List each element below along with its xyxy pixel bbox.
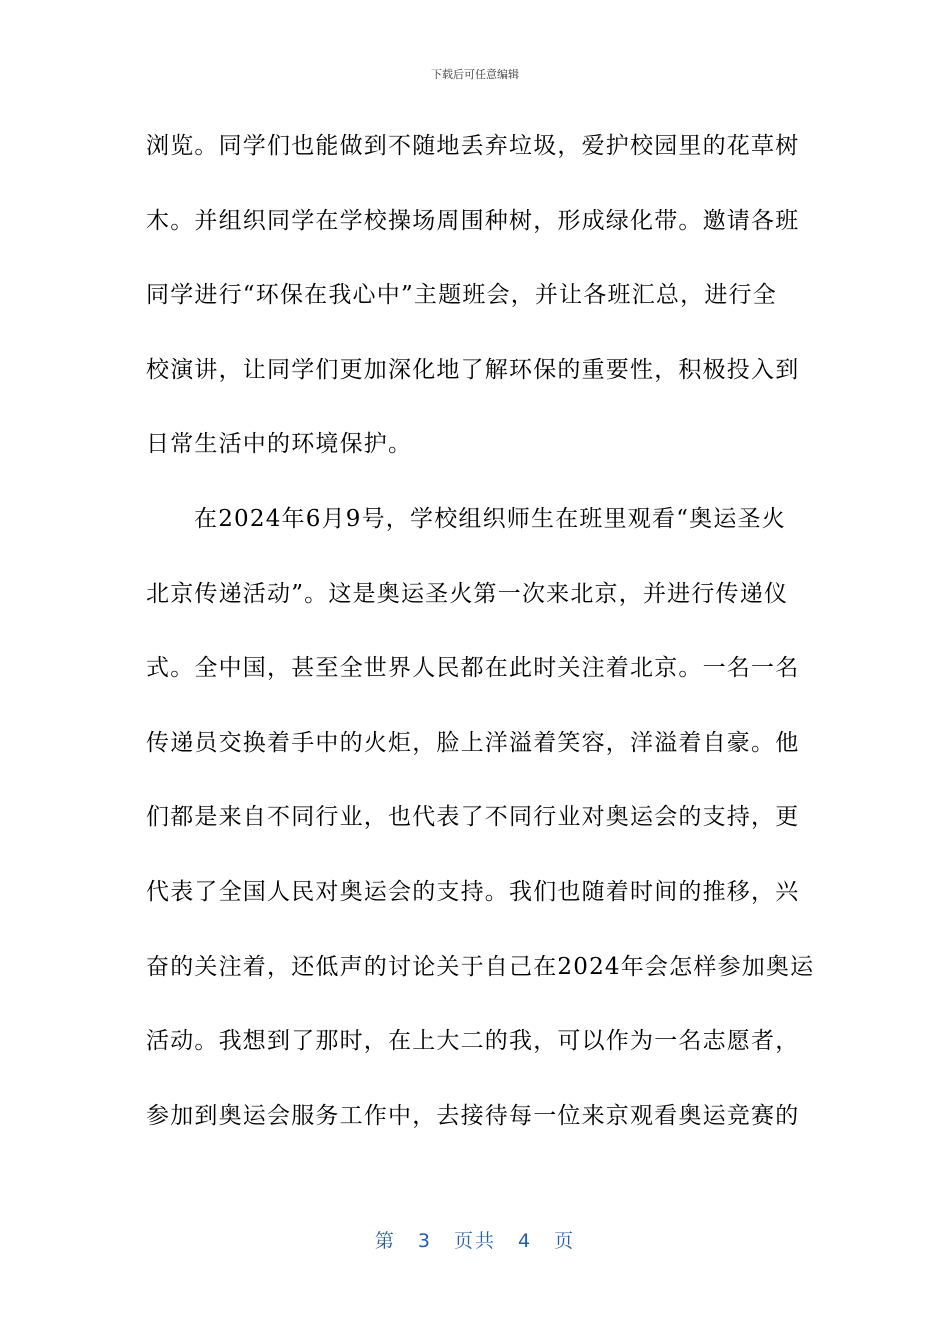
document-body	[146, 123, 815, 1167]
text-line: 校演讲，让同学们更加深化地了解环保的重要性，积极投入到	[146, 356, 800, 383]
text-line: 活动。我想到了那时，在上大二的我，可以作为一名志愿者，	[146, 1028, 800, 1055]
header-note: 下载后可任意编辑	[431, 68, 519, 81]
text-line: 代表了全国人民对奥运会的支持。我们也随着时间的推移，兴	[146, 878, 800, 905]
footer-suffix: 页	[554, 1230, 576, 1252]
text-line: 奋的关注着，还低声的讨论关于自己在2024年会怎样参加奥运	[146, 953, 815, 980]
text-line: 式。全中国，甚至全世界人民都在此时关注着北京。一名一名	[146, 655, 800, 682]
footer-total-pages: 4	[518, 1230, 533, 1252]
text-line: 传递员交换着手中的火炬，脸上洋溢着笑容，洋溢着自豪。他	[146, 729, 800, 756]
footer-prefix: 第	[374, 1230, 396, 1252]
text-line: 们都是来自不同行业，也代表了不同行业对奥运会的支持，更	[146, 804, 800, 831]
footer-current-page: 3	[417, 1230, 432, 1252]
text-line: 木。并组织同学在学校操场周围种树，形成绿化带。邀请各班	[146, 207, 800, 234]
text-line: 日常生活中的环境保护。	[146, 431, 413, 458]
text-line: 同学进行“环保在我心中”主题班会，并让各班汇总，进行全	[146, 282, 777, 309]
text-line: 浏览。同学们也能做到不随地丢弃垃圾，爱护校园里的花草树	[146, 133, 800, 159]
text-line: 参加到奥运会服务工作中，去接待每一位来京观看奥运竞赛的	[146, 1102, 800, 1129]
footer-middle: 页共	[453, 1230, 496, 1252]
page-footer	[0, 1226, 950, 1253]
text-line: 北京传递活动”。这是奥运圣火第一次来北京，并进行传递仪	[146, 580, 789, 607]
paragraph-start-line: 在2024年6月9号，学校组织师生在班里观看“奥运圣火	[194, 505, 786, 532]
